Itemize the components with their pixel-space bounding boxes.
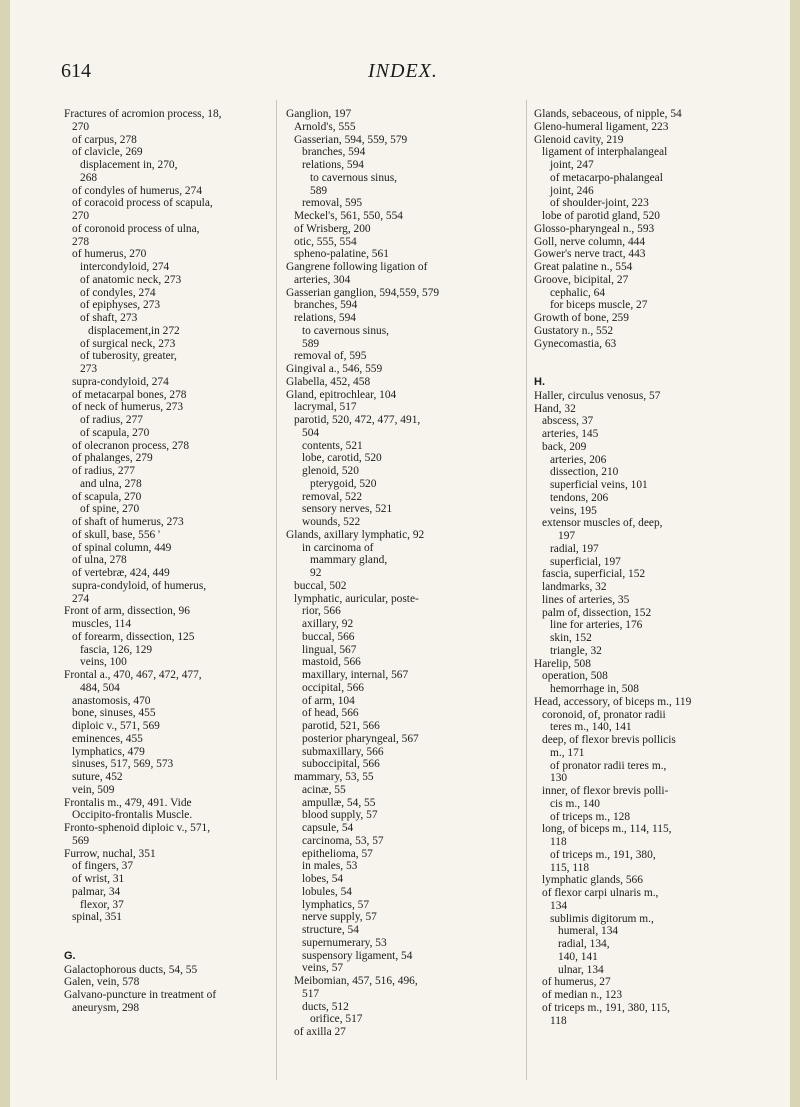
index-entry: rior, 566 — [302, 605, 341, 618]
index-entry: branches, 594 — [294, 299, 358, 312]
index-entry: of clavicle, 269 — [72, 146, 143, 159]
index-entry: of triceps m., 128 — [550, 810, 631, 823]
index-entry: veins, 57 — [302, 962, 344, 975]
index-entry: displacement,in 272 — [88, 324, 180, 337]
index-entry: of neck of humerus, 273 — [72, 401, 184, 414]
index-entry: ducts, 512 — [302, 1000, 349, 1013]
index-entry: 274 — [72, 592, 90, 605]
index-entry: supra-condyloid, 274 — [72, 375, 169, 388]
index-entry: carcinoma, 53, 57 — [302, 834, 384, 847]
index-entry: Fronto-sphenoid diploic v., 571, — [64, 822, 211, 834]
index-entry: operation, 508 — [542, 670, 608, 683]
index-entry: removal, 595 — [302, 197, 363, 210]
index-entry: Gleno-humeral ligament, 223 — [534, 120, 669, 133]
index-entry: deep, of flexor brevis pollicis — [542, 734, 676, 746]
index-entry: axillary, 92 — [302, 618, 354, 630]
index-entry: of radius, 277 — [72, 465, 135, 477]
index-entry: to cavernous sinus, — [310, 171, 397, 184]
index-entry: Hand, 32 — [534, 402, 576, 415]
index-entry: of median n., 123 — [542, 989, 623, 1001]
index-entry: cis m., 140 — [550, 797, 600, 810]
index-entry: of pronator radii teres m., — [550, 759, 667, 772]
index-entry: contents, 521 — [302, 439, 363, 452]
index-entry: of shaft of humerus, 273 — [72, 516, 184, 528]
index-entry: 273 — [80, 363, 98, 375]
index-entry: coronoid, of, pronator radii — [542, 708, 666, 721]
index-entry: of vertebræ, 424, 449 — [72, 567, 170, 579]
index-entry: capsule, 54 — [302, 822, 354, 834]
index-entry: arteries, 304 — [294, 273, 351, 286]
index-entry: of triceps m., 191, 380, — [550, 848, 656, 861]
index-entry: tendons, 206 — [550, 491, 609, 504]
spacer — [534, 363, 766, 376]
index-entry: veins, 195 — [550, 504, 597, 517]
index-entry: relations, 594 — [302, 159, 365, 171]
index-entry: Furrow, nuchal, 351 — [64, 847, 156, 860]
index-entry: maxillary, internal, 567 — [302, 669, 409, 681]
index-entry: acinæ, 55 — [302, 783, 346, 796]
index-entry: sublimis digitorum m., — [550, 912, 654, 925]
index-entry: line for arteries, 176 — [550, 619, 643, 632]
index-entry: 589 — [302, 337, 320, 350]
spacer — [534, 350, 766, 363]
index-entry: ligament of interphalangeal — [542, 146, 668, 159]
index-entry: Occipito-frontalis Muscle. — [72, 809, 193, 822]
index-entry: lacrymal, 517 — [294, 401, 357, 414]
index-entry: otic, 555, 554 — [294, 235, 357, 248]
index-entry: parotid, 520, 472, 477, 491, — [294, 414, 421, 426]
index-entry: 517 — [302, 987, 320, 1000]
index-entry: joint, 247 — [550, 159, 594, 171]
index-entry: Goll, nerve column, 444 — [534, 235, 646, 248]
index-entry: arteries, 206 — [550, 453, 607, 466]
index-entry: Galactophorous ducts, 54, 55 — [64, 963, 198, 976]
index-entry: of shaft, 273 — [80, 312, 138, 324]
index-entry: suboccipital, 566 — [302, 758, 380, 771]
index-entry: blood supply, 57 — [302, 809, 378, 822]
index-entry: lobe, carotid, 520 — [302, 452, 382, 465]
index-entry: of scapula, 270 — [72, 490, 142, 503]
column-rule — [526, 100, 527, 1080]
index-entry: lobes, 54 — [302, 873, 344, 885]
index-entry: cephalic, 64 — [550, 286, 606, 299]
index-entry: of triceps m., 191, 380, 115, — [542, 1001, 671, 1014]
index-entry: vein, 509 — [72, 783, 115, 796]
index-entry: Gasserian ganglion, 594,559, 579 — [286, 286, 440, 299]
index-entry: teres m., 140, 141 — [550, 721, 632, 734]
index-column-3 — [534, 108, 766, 1027]
index-entry: epithelioma, 57 — [302, 847, 373, 860]
index-entry: skin, 152 — [550, 632, 592, 644]
index-entry: of radius, 277 — [80, 414, 143, 426]
index-entry: 589 — [310, 184, 328, 197]
index-entry: 134 — [550, 899, 568, 912]
index-entry: 270 — [72, 120, 90, 133]
index-entry: Gangrene following ligation of — [286, 261, 428, 273]
index-entry: arteries, 145 — [542, 428, 599, 440]
index-entry: of condyles, 274 — [80, 286, 156, 299]
index-entry: joint, 246 — [550, 184, 594, 197]
index-entry: landmarks, 32 — [542, 581, 607, 593]
spacer — [64, 924, 244, 937]
index-entry: humeral, 134 — [558, 925, 619, 938]
index-entry: m., 171 — [550, 746, 585, 759]
index-entry: relations, 594 — [294, 312, 357, 324]
index-entry: Great palatine n., 554 — [534, 261, 633, 273]
index-entry: for biceps muscle, 27 — [550, 299, 648, 312]
index-entry: 484, 504 — [80, 681, 120, 694]
index-entry: of humerus, 27 — [542, 976, 611, 989]
index-entry: posterior pharyngeal, 567 — [302, 732, 419, 745]
index-entry: pterygoid, 520 — [310, 477, 377, 490]
index-entry: structure, 54 — [302, 924, 359, 936]
index-entry: mammary, 53, 55 — [294, 771, 374, 783]
index-entry: Fractures of acromion process, 18, — [64, 108, 222, 120]
index-entry: of fingers, 37 — [72, 860, 134, 873]
index-entry: Frontalis m., 479, 491. Vide — [64, 796, 192, 809]
index-entry: of Wrisberg, 200 — [294, 222, 371, 235]
index-entry: ulnar, 134 — [558, 963, 604, 976]
index-entry: of scapula, 270 — [80, 426, 150, 439]
index-entry: radial, 197 — [550, 542, 599, 555]
index-entry: Ganglion, 197 — [286, 108, 352, 120]
index-entry: Front of arm, dissection, 96 — [64, 605, 190, 618]
index-entry: extensor muscles of, deep, — [542, 517, 663, 530]
index-entry: of spinal column, 449 — [72, 541, 172, 554]
index-entry: of humerus, 270 — [72, 248, 147, 261]
index-entry: sinuses, 517, 569, 573 — [72, 758, 174, 771]
index-entry: orifice, 517 — [310, 1013, 363, 1026]
index-entry: of wrist, 31 — [72, 873, 125, 885]
index-entry: palmar, 34 — [72, 885, 121, 898]
index-entry: Frontal a., 470, 467, 472, 477, — [64, 669, 202, 681]
index-entry: Gower's nerve tract, 443 — [534, 248, 646, 261]
index-entry: Growth of bone, 259 — [534, 312, 629, 324]
index-entry: lingual, 567 — [302, 643, 357, 656]
index-entry: of coracoid process of scapula, — [72, 197, 213, 210]
index-entry: Meckel's, 561, 550, 554 — [294, 210, 403, 222]
index-entry: of anatomic neck, 273 — [80, 273, 182, 286]
left-page-edge — [0, 0, 10, 1107]
index-entry: anastomosis, 470 — [72, 694, 151, 707]
index-entry: removal of, 595 — [294, 350, 367, 363]
index-entry: fascia, superficial, 152 — [542, 568, 646, 581]
index-entry: supra-condyloid, of humerus, — [72, 579, 207, 592]
index-entry: Arnold's, 555 — [294, 120, 356, 133]
index-entry: of arm, 104 — [302, 694, 355, 707]
index-entry: suture, 452 — [72, 771, 123, 783]
index-entry: 118 — [550, 1014, 567, 1027]
index-entry: veins, 100 — [80, 656, 127, 669]
letter-heading: H. — [534, 375, 545, 388]
index-entry: 118 — [550, 836, 567, 848]
index-entry: superficial veins, 101 — [550, 479, 648, 491]
index-entry: 115, 118 — [550, 861, 590, 874]
index-entry: of forearm, dissection, 125 — [72, 630, 195, 643]
index-entry: suspensory ligament, 54 — [302, 949, 413, 962]
index-entry: lobules, 54 — [302, 885, 352, 898]
index-entry: Glabella, 452, 458 — [286, 375, 371, 388]
index-entry: eminences, 455 — [72, 732, 143, 745]
index-entry: 92 — [310, 567, 322, 579]
index-entry: of metacarpo-phalangeal — [550, 171, 663, 184]
index-entry: Glenoid cavity, 219 — [534, 133, 624, 146]
index-entry: Haller, circulus venosus, 57 — [534, 389, 661, 402]
index-entry: 270 — [72, 210, 90, 222]
letter-heading: G. — [64, 949, 76, 962]
spacer — [64, 937, 244, 950]
index-entry: Meibomian, 457, 516, 496, — [294, 975, 418, 987]
index-entry: of flexor carpi ulnaris m., — [542, 887, 659, 899]
index-entry: occipital, 566 — [302, 681, 364, 694]
index-entry: of axilla 27 — [294, 1026, 346, 1038]
index-entry: of olecranon process, 278 — [72, 439, 190, 452]
index-entry: Harelip, 508 — [534, 657, 591, 670]
index-entry: ampullæ, 54, 55 — [302, 796, 376, 809]
index-entry: 140, 141 — [558, 950, 598, 963]
index-entry: in carcinoma of — [302, 541, 374, 554]
index-entry: Groove, bicipital, 27 — [534, 273, 629, 286]
index-entry: 504 — [302, 426, 320, 439]
index-entry: Glands, axillary lymphatic, 92 — [286, 528, 425, 541]
index-entry: submaxillary, 566 — [302, 745, 384, 758]
index-entry: displacement in, 270, — [80, 159, 178, 171]
index-entry: of coronoid process of ulna, — [72, 222, 200, 235]
index-entry: lines of arteries, 35 — [542, 593, 630, 606]
index-entry: glenoid, 520 — [302, 465, 359, 477]
index-entry: of skull, base, 556 ' — [72, 528, 161, 541]
index-entry: muscles, 114 — [72, 618, 132, 630]
index-entry: mammary gland, — [310, 554, 388, 567]
index-entry: 278 — [72, 235, 90, 248]
index-entry: palm of, dissection, 152 — [542, 606, 652, 619]
index-entry: of shoulder-joint, 223 — [550, 197, 649, 210]
index-entry: dissection, 210 — [550, 466, 619, 479]
index-entry: hemorrhage in, 508 — [550, 683, 639, 695]
index-entry: supernumerary, 53 — [302, 936, 387, 949]
index-entry: in males, 53 — [302, 860, 358, 873]
index-entry: sensory nerves, 521 — [302, 503, 393, 516]
index-entry: parotid, 521, 566 — [302, 720, 380, 732]
index-entry: of condyles of humerus, 274 — [72, 184, 203, 197]
index-entry: mastoid, 566 — [302, 656, 361, 669]
index-entry: of head, 566 — [302, 707, 359, 720]
index-entry: Glands, sebaceous, of nipple, 54 — [534, 108, 682, 120]
index-entry: 130 — [550, 772, 568, 785]
index-entry: lymphatics, 57 — [302, 898, 370, 911]
index-column-1 — [64, 108, 244, 1015]
index-entry: triangle, 32 — [550, 644, 602, 657]
index-entry: to cavernous sinus, — [302, 324, 389, 337]
index-column-2 — [286, 108, 516, 1039]
index-entry: abscess, 37 — [542, 415, 594, 428]
index-entry: removal, 522 — [302, 490, 363, 503]
index-entry: branches, 594 — [302, 146, 366, 159]
index-entry: superficial, 197 — [550, 555, 621, 568]
index-entry: of tuberosity, greater, — [80, 350, 177, 363]
index-entry: lobe of parotid gland, 520 — [542, 210, 660, 222]
index-entry: and ulna, 278 — [80, 477, 142, 490]
index-entry: Galen, vein, 578 — [64, 976, 140, 989]
index-entry: Head, accessory, of biceps m., 119 — [534, 695, 692, 708]
index-entry: radial, 134, — [558, 938, 610, 950]
index-entry: lymphatic, auricular, poste- — [294, 592, 419, 605]
index-entry: bone, sinuses, 455 — [72, 707, 156, 720]
index-entry: buccal, 502 — [294, 579, 347, 592]
index-entry: intercondyloid, 274 — [80, 261, 170, 273]
index-entry: Gingival a., 546, 559 — [286, 363, 383, 375]
index-entry: spinal, 351 — [72, 911, 122, 924]
index-entry: nerve supply, 57 — [302, 911, 377, 924]
index-entry: of phalanges, 279 — [72, 452, 153, 465]
index-entry: lymphatic glands, 566 — [542, 874, 643, 887]
index-entry: Gustatory n., 552 — [534, 324, 614, 337]
index-entry: of surgical neck, 273 — [80, 337, 176, 350]
running-head: INDEX. — [368, 60, 438, 82]
index-entry: 197 — [558, 530, 576, 542]
page-number: 614 — [61, 60, 91, 82]
index-entry: of metacarpal bones, 278 — [72, 388, 187, 401]
index-entry: spheno-palatine, 561 — [294, 248, 389, 261]
index-entry: of carpus, 278 — [72, 133, 137, 146]
index-entry: of epiphyses, 273 — [80, 299, 161, 312]
index-entry: of spine, 270 — [80, 503, 140, 516]
index-entry: 268 — [80, 171, 98, 184]
index-entry: long, of biceps m., 114, 115, — [542, 823, 672, 836]
index-entry: wounds, 522 — [302, 516, 361, 528]
index-entry: aneurysm, 298 — [72, 1001, 140, 1014]
right-page-edge — [790, 0, 800, 1107]
index-entry: Galvano-puncture in treatment of — [64, 989, 217, 1001]
index-entry: lymphatics, 479 — [72, 745, 145, 758]
index-entry: of ulna, 278 — [72, 554, 127, 567]
index-entry: diploic v., 571, 569 — [72, 720, 160, 732]
index-entry: buccal, 566 — [302, 630, 355, 643]
column-rule — [276, 100, 277, 1080]
index-entry: 569 — [72, 834, 90, 847]
index-entry: Gasserian, 594, 559, 579 — [294, 133, 408, 146]
index-entry: fascia, 126, 129 — [80, 643, 153, 656]
index-entry: flexor, 37 — [80, 898, 124, 911]
index-entry: Glosso-pharyngeal n., 593 — [534, 222, 655, 235]
index-entry: Gynecomastia, 63 — [534, 337, 617, 350]
index-entry: back, 209 — [542, 440, 587, 453]
index-entry: Gland, epitrochlear, 104 — [286, 388, 397, 401]
index-entry: inner, of flexor brevis polli- — [542, 785, 669, 797]
